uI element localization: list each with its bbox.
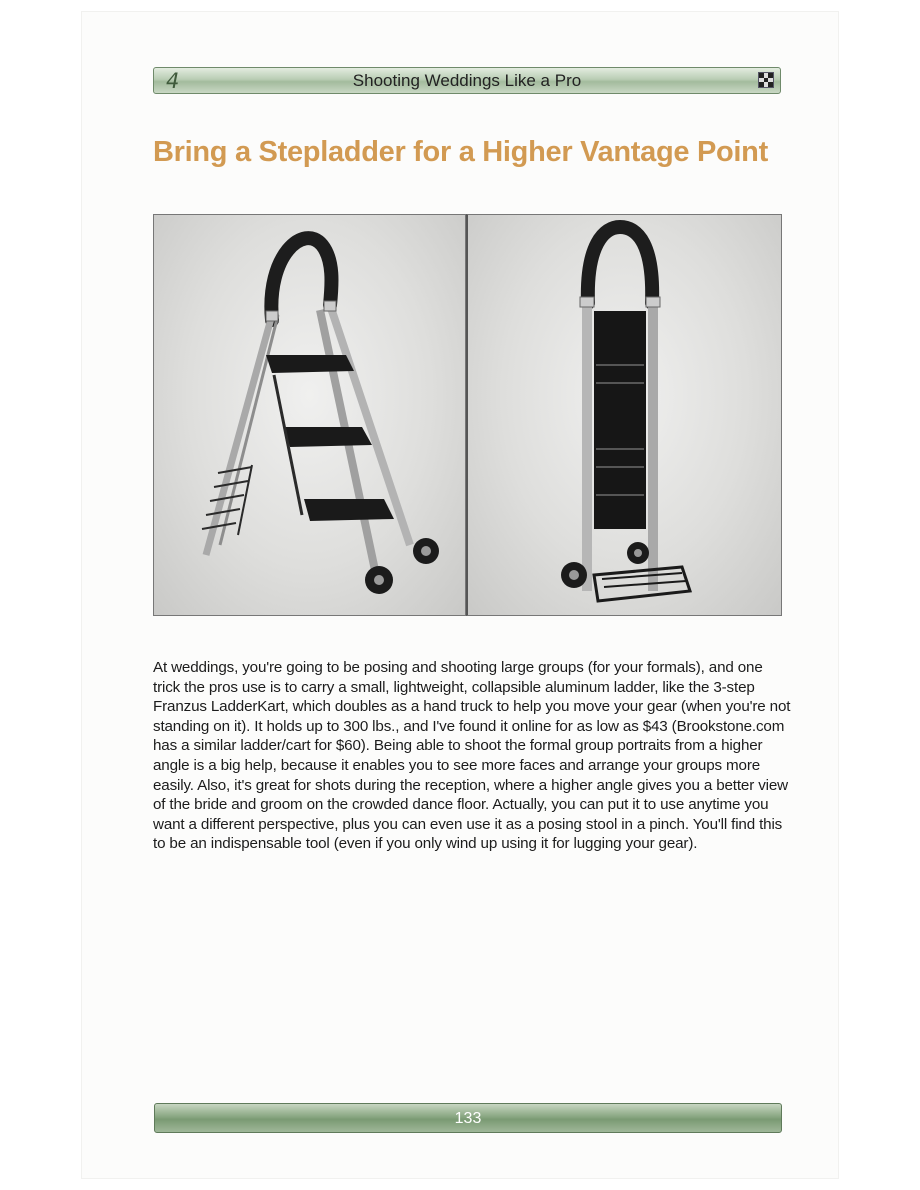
body-paragraph: At weddings, you're going to be posing and shooting large groups (for your formals), and one trick the pros use is to carry a small, lightweight, collapsible aluminum ladder, like the 3-step Franzus LadderKart, which doubles as a hand truck to help you move your gear (when you're not standing on it). It holds up to 300 lbs., and I've found it online for as low as $43 (Brookstone.com has a similar ladder/cart for $60). Being able to shoot the formal group portraits from a higher angle is a big help, because it enables you to see more faces and arrange your groups more easily. Also, it's great for shots during the reception, where a higher angle gives you a better view of the bride and groom on the crowded dance floor. Actually, you can put it to use anytime you want a different perspective, plus you can even use it as a posing stool in a pinch. You'll find this to be an indispensable tool (even if you only wind up using it for lugging your gear). [153, 659, 791, 853]
chapter-header-bar [153, 67, 781, 94]
page-number: 133 [454, 1110, 482, 1127]
section-title: Bring a Stepladder for a Higher Vantage Point [153, 136, 768, 168]
ladder-folded-photo [466, 214, 782, 616]
footer-bar [154, 1103, 782, 1133]
grid-icon [758, 72, 774, 88]
chapter-title: Shooting Weddings Like a Pro [352, 71, 582, 90]
ladder-open-photo [153, 214, 466, 616]
chapter-number: 4 [166, 69, 180, 93]
